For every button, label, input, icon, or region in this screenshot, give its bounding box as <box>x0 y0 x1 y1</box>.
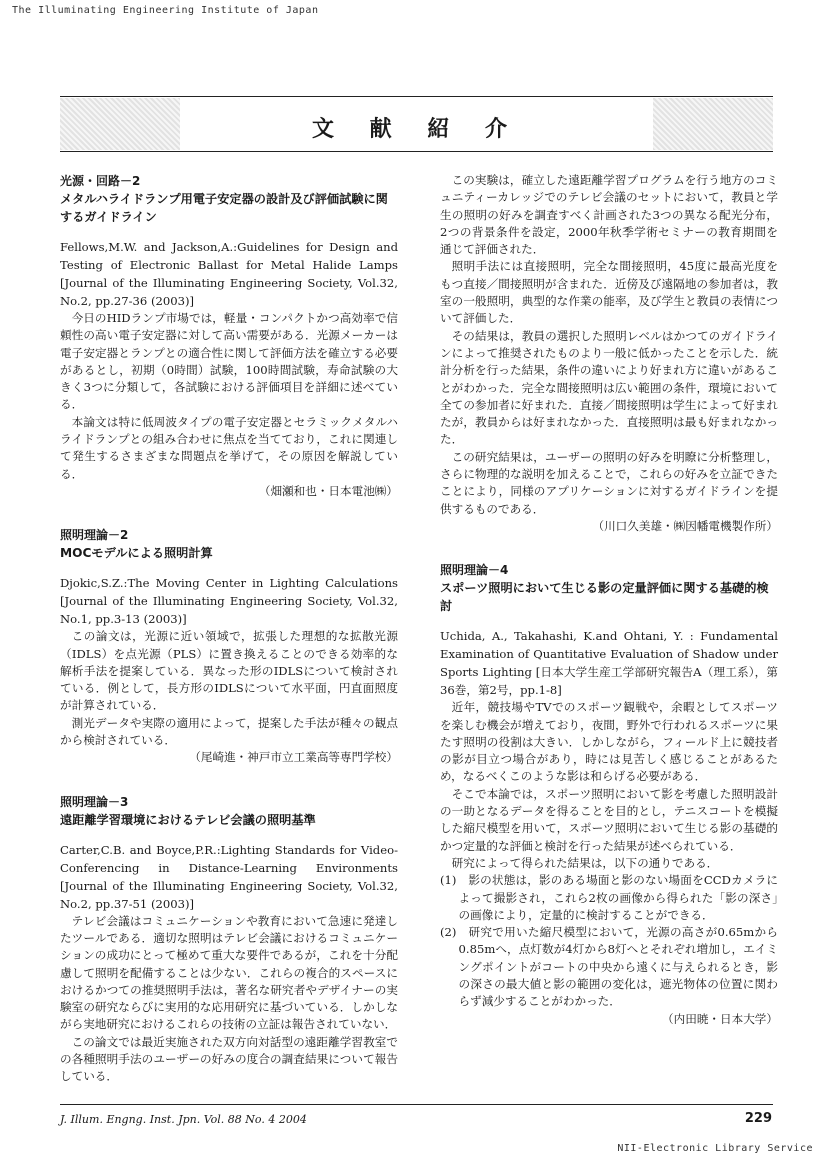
category-label: 光源・回路－2 <box>60 174 141 188</box>
result-item: (1) 影の状態は，影のある場面と影のない場面をCCDカメラによって撮影され，これら2枚の画像から得られた「影の深さ」の画像により，定量的に検討することができる． <box>440 873 778 922</box>
journal-citation: J. Illum. Engng. Inst. Jpn. Vol. 88 No. 4 2004 <box>60 1113 307 1126</box>
paragraph: その結果は，教員の選択した照明レベルはかつてのガイドラインによって推奨されたものより一般に低かったことを示した．統計分析を行った結果，条件の違いにより好まれ方に違いがあることがわかった．完全な間接照明は広い範囲の条件，環境において全ての参加者に好まれた．直接／間接照明は学生によって好まれたが，教員からは好まれなかった．直接照明は最も好まれなかった． <box>440 328 778 447</box>
banner-bottom-rule <box>60 151 773 152</box>
article-title: スポーツ照明において生じる影の定量評価に関する基礎的検討 <box>440 581 769 614</box>
paragraph: そこで本論では，スポーツ照明において影を考慮した照明設計の一助となるデータを得ることを目的とし，テニスコートを模擬した縮尺模型を用いて，スポーツ照明において生じる影の基礎的かつ定量的な評価と検討を行った結果が述べられている． <box>440 786 778 853</box>
review-lighting-circuit-2 <box>60 172 398 500</box>
footer-rule <box>60 1104 773 1105</box>
section-banner <box>60 98 773 150</box>
right-column <box>440 172 778 1054</box>
review-lighting-theory-2 <box>60 526 398 766</box>
article-title: MOCモデルによる照明計算 <box>60 546 213 561</box>
paragraph: この論文は，光源に近い領域で，拡張した理想的な拡散光源（IDLS）を点光源（PLS）に置き換えることのできる効率的な解析手法を提案している．異なった形のIDLSについて検討されている．例として，長方形のIDLSについて水平面，円直面照度が計算されている． <box>60 629 398 713</box>
paragraph: 照明手法には直接照明，完全な間接照明，45度に最高光度をもつ直接／間接照明が含まれた．近傍及び遠隔地の参加者は，教室の一般照明，典型的な作業の能率，及び学生と教員の表情について評価した． <box>440 259 778 326</box>
reviewer: （畑瀬和也・日本電池㈱） <box>258 483 398 498</box>
review-lighting-theory-3 <box>60 793 398 1086</box>
review-lighting-theory-4 <box>440 561 778 1028</box>
top-rule <box>60 96 773 97</box>
category-label: 照明理論－3 <box>60 794 129 809</box>
result-item: (2) 研究で用いた縮尺模型において，光源の高さが0.65mから0.85mへ，点灯数が4灯から8灯へとそれぞれ増加し，エイミングポイントがコートの中央から遠くに与えられるとき，影の深さの最大値と影の範囲の変化は，遮光物体の位置に関わらず減少することがわかった． <box>440 925 778 1009</box>
reference: Djokic,S.Z.:The Moving Center in Lighting Calculations [Journal of the Illuminating Engineering Society, Vol.32, No.1, pp.3-13 (2003)] <box>60 576 398 627</box>
reviewer: （内田暁・日本大学） <box>662 1011 778 1026</box>
banner-title: 文 献 紹 介 <box>312 117 521 142</box>
paragraph: この論文では最近実施された双方向対話型の遠距離学習教室での各種照明手法のユーザーの好みの度合の調査結果について報告している． <box>60 1034 398 1084</box>
category-label: 照明理論－2 <box>60 528 129 543</box>
paragraph: この研究結果は，ユーザーの照明の好みを明瞭に分析整理し，さらに物理的な説明を加えることで，これらの好みを立証できたことにより，同様のアプリケーションに対するガイドラインを提供するものである． <box>440 449 778 516</box>
left-column <box>60 172 398 1112</box>
paragraph: 測光データや実際の適用によって，提案した手法が種々の観点から検討されている． <box>60 715 398 748</box>
reference: Carter,C.B. and Boyce,P.R.:Lighting Standards for Video-Conferencing in Distance-Learning Environments [Journal of the Illuminating Engineering Society, Vol.32, No.2, pp.37-51 (2003)] <box>60 842 398 911</box>
paragraph: 近年，競技場やTVでのスポーツ観戦や，余暇としてスポーツを楽しむ機会が増えており，夜間，野外で行われるスポーツに果たす照明の役割は大きい．しかしながら，フィールド上に競技者の影が目立つ場合があり，時には見苦しく感じることがあるため，なるべくこのような影は和らげる必要がある． <box>440 700 778 784</box>
reference: Fellows,M.W. and Jackson,A.:Guidelines for Design and Testing of Electronic Ballast for Metal Halide Lamps [Journal of the Illuminating Engineering Society, Vol.32, No.2, pp.27-36 (2003)] <box>60 240 398 308</box>
category-label: 照明理論－4 <box>440 563 509 578</box>
paragraph: この実験は，確立した遠距離学習プログラムを行う地方のコミュニティーカレッジでのテレビ会議のセットにおいて，教員と学生の照明の好みを調査すべく計画された3つの異なる配光分布，2つの背景条件を設定，2000年秋季学術セミナーの教育期間を通じて評価された． <box>440 173 778 257</box>
paragraph: テレビ会議はコミュニケーションや教育において急速に発達したツールである．適切な照明はテレビ会議におけるコミュニケーションの成功にとって極めて重大な要件であるが，これを十分配慮して照明を配備することは少ない．これらの複合的スペースにおけるかつての推奨照明手法は，著名な研究者やデザイナーの実験室の研究ならびに実用的な応用研究に基づいている．しかしながら実地研究におけるこれらの技術の立証は報告されていない． <box>60 913 398 1032</box>
reviewer: （川口久美雄・㈱因幡電機製作所） <box>592 518 778 533</box>
paragraph: 研究によって得られた結果は，以下の通りである． <box>451 855 719 870</box>
reviewer: （尾崎進・神戸市立工業高等専門学校） <box>189 750 398 765</box>
page-number: 229 <box>744 1111 772 1126</box>
paragraph: 今日のHIDランプ市場では，軽量・コンパクトかつ高効率で信頼性の高い電子安定器に対して高い需要がある．光源メーカーは電子安定器とランプとの適合性に関して評価方法を確立する必要があるとし，初期（0時間）試験，100時間試験，寿命試験の大きく3つに分類して，各試験における評価項目を詳細に述べている． <box>60 311 398 412</box>
library-service-footer: NII-Electronic Library Service <box>617 1143 813 1154</box>
reference: Uchida, A., Takahashi, K.and Ohtani, Y. : Fundamental Examination of Quantitative Evaluation of Shadow under Sports Lighting [日本大学生産工学部研究報告A（理工系），第36巻，第2号，pp.1-8] <box>440 629 778 698</box>
institute-header: The Illuminating Engineering Institute of Japan <box>12 5 319 16</box>
paragraph: 本論文は特に低周波タイプの電子安定器とセラミックメタルハライドランプとの組み合わせに焦点を当てており，これに関連して発生するさまざまな問題点を挙げて，その原因を解説している． <box>60 414 398 481</box>
article-title: 遠距離学習環境におけるテレビ会議の照明基準 <box>60 812 316 827</box>
review-lighting-theory-3-continued <box>440 172 778 535</box>
article-title: メタルハライドランプ用電子安定器の設計及び評価試験に関するガイドライン <box>60 192 388 224</box>
